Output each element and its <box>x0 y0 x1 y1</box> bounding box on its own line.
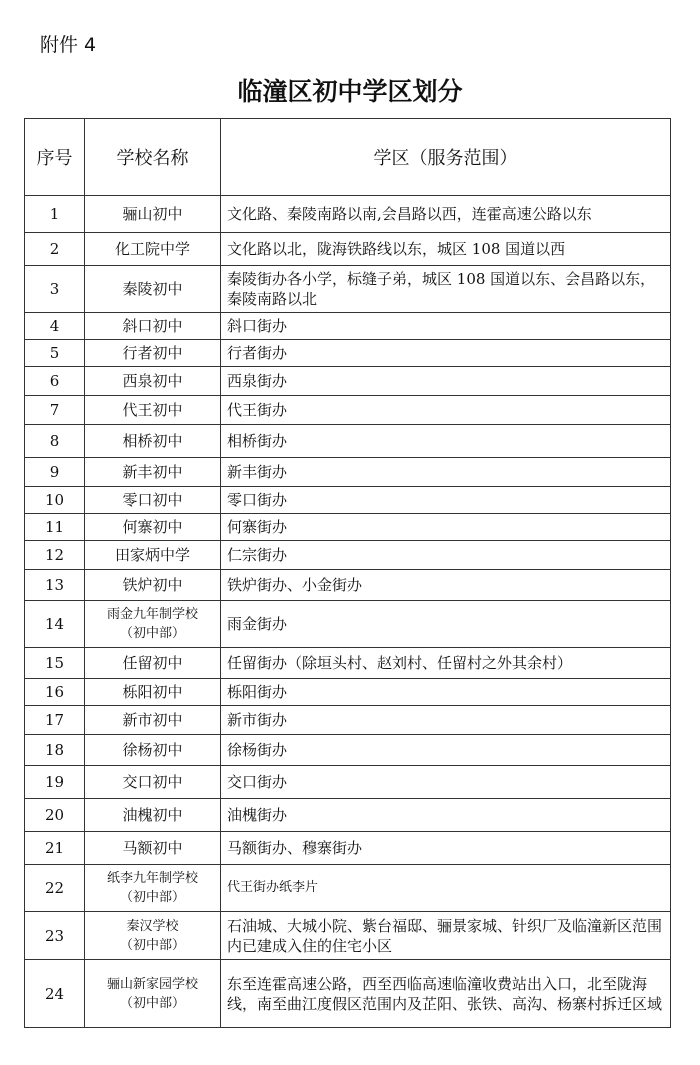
table-row <box>25 735 671 766</box>
row-zone: 马额街办、穆寨街办 <box>221 832 671 865</box>
row-zone: 何寨街办 <box>221 514 671 541</box>
table-row <box>25 425 671 458</box>
row-num: 16 <box>25 679 85 706</box>
row-school: 徐杨初中 <box>85 735 221 766</box>
row-zone: 代王街办纸李片 <box>221 865 671 912</box>
row-num: 12 <box>25 541 85 570</box>
row-num: 11 <box>25 514 85 541</box>
row-zone: 交口街办 <box>221 766 671 799</box>
row-zone: 新丰街办 <box>221 458 671 487</box>
attachment-label: 附件 4 <box>40 34 97 56</box>
school-name-line: 雨金九年制学校 <box>106 607 198 622</box>
table-row <box>25 367 671 396</box>
table-row <box>25 912 671 960</box>
row-zone: 油槐街办 <box>221 799 671 832</box>
table-row <box>25 706 671 735</box>
row-school: 油槐初中 <box>85 799 221 832</box>
row-num: 10 <box>25 487 85 514</box>
row-school: 秦陵初中 <box>85 266 221 313</box>
row-zone: 任留街办（除垣头村、赵刘村、任留村之外其余村） <box>221 648 671 679</box>
table-row <box>25 266 671 313</box>
row-num: 3 <box>25 266 85 313</box>
table-row <box>25 541 671 570</box>
row-zone: 代王街办 <box>221 396 671 425</box>
table-row <box>25 196 671 233</box>
row-zone: 文化路、秦陵南路以南,会昌路以西，连霍高速公路以东 <box>221 196 671 233</box>
row-school: 新市初中 <box>85 706 221 735</box>
row-school: 何寨初中 <box>85 514 221 541</box>
row-school <box>85 912 221 960</box>
table-row <box>25 799 671 832</box>
row-zone: 西泉街办 <box>221 367 671 396</box>
row-school: 骊山初中 <box>85 196 221 233</box>
school-name-line: 纸李九年制学校 <box>106 871 198 886</box>
row-zone: 零口街办 <box>221 487 671 514</box>
table-row <box>25 340 671 367</box>
row-school: 代王初中 <box>85 396 221 425</box>
row-school: 交口初中 <box>85 766 221 799</box>
school-name-line: 秦汉学校 <box>126 918 179 934</box>
school-name-line: 骊山新家园学校 <box>106 976 198 992</box>
row-school <box>85 865 221 912</box>
row-zone: 斜口街办 <box>221 313 671 340</box>
school-sub-line: （初中部） <box>119 995 185 1011</box>
row-num: 7 <box>25 396 85 425</box>
row-zone: 新市街办 <box>221 706 671 735</box>
row-num: 5 <box>25 340 85 367</box>
row-num: 13 <box>25 570 85 601</box>
row-num: 6 <box>25 367 85 396</box>
row-zone: 铁炉街办、小金街办 <box>221 570 671 601</box>
header-num: 序号 <box>25 119 85 196</box>
row-zone: 行者街办 <box>221 340 671 367</box>
row-zone: 栎阳街办 <box>221 679 671 706</box>
row-school: 任留初中 <box>85 648 221 679</box>
table-row <box>25 960 671 1028</box>
school-sub-line: （初中部） <box>119 937 185 953</box>
row-num: 1 <box>25 196 85 233</box>
table-row <box>25 832 671 865</box>
header-zone: 学区（服务范围） <box>221 119 671 196</box>
row-school <box>85 601 221 648</box>
table-row <box>25 648 671 679</box>
row-school <box>85 960 221 1028</box>
row-num: 4 <box>25 313 85 340</box>
row-zone: 雨金街办 <box>221 601 671 648</box>
row-zone: 秦陵街办各小学，标缝子弟，城区 108 国道以东、会昌路以东，秦陵南路以北 <box>221 266 671 313</box>
row-school: 行者初中 <box>85 340 221 367</box>
page-title: 临潼区初中学区划分 <box>237 77 463 106</box>
row-zone: 相桥街办 <box>221 425 671 458</box>
row-num: 8 <box>25 425 85 458</box>
row-num: 9 <box>25 458 85 487</box>
row-zone: 仁宗街办 <box>221 541 671 570</box>
table-row <box>25 487 671 514</box>
row-num: 15 <box>25 648 85 679</box>
row-zone: 石油城、大城小院、紫台福邸、骊景家城、针织厂及临潼新区范围内已建成入住的住宅小区 <box>221 912 671 960</box>
row-num: 2 <box>25 233 85 266</box>
school-district-table <box>24 118 671 1028</box>
row-zone: 文化路以北，陇海铁路线以东，城区 108 国道以西 <box>221 233 671 266</box>
row-school: 化工院中学 <box>85 233 221 266</box>
table-row <box>25 601 671 648</box>
table-row <box>25 514 671 541</box>
row-num: 14 <box>25 601 85 648</box>
row-school: 相桥初中 <box>85 425 221 458</box>
table-row <box>25 570 671 601</box>
school-sub-line: （初中部） <box>119 626 185 641</box>
row-zone: 东至连霍高速公路，西至西临高速临潼收费站出入口，北至陇海线，南至曲江度假区范围内及芷阳、张铁、高沟、杨寨村拆迁区域 <box>221 960 671 1028</box>
table-row <box>25 396 671 425</box>
table-row <box>25 766 671 799</box>
row-school: 斜口初中 <box>85 313 221 340</box>
school-sub-line: （初中部） <box>119 890 185 905</box>
row-school: 铁炉初中 <box>85 570 221 601</box>
row-zone: 徐杨街办 <box>221 735 671 766</box>
row-school: 马额初中 <box>85 832 221 865</box>
header-school: 学校名称 <box>85 119 221 196</box>
table-row <box>25 679 671 706</box>
row-school: 西泉初中 <box>85 367 221 396</box>
row-num: 21 <box>25 832 85 865</box>
row-num: 20 <box>25 799 85 832</box>
row-num: 19 <box>25 766 85 799</box>
row-num: 23 <box>25 912 85 960</box>
table-row <box>25 313 671 340</box>
row-school: 栎阳初中 <box>85 679 221 706</box>
table-row <box>25 865 671 912</box>
row-school: 零口初中 <box>85 487 221 514</box>
row-school: 新丰初中 <box>85 458 221 487</box>
row-num: 18 <box>25 735 85 766</box>
row-num: 24 <box>25 960 85 1028</box>
table-row <box>25 458 671 487</box>
table-row <box>25 233 671 266</box>
row-num: 17 <box>25 706 85 735</box>
row-school: 田家炳中学 <box>85 541 221 570</box>
row-num: 22 <box>25 865 85 912</box>
table-header-row <box>25 119 671 196</box>
